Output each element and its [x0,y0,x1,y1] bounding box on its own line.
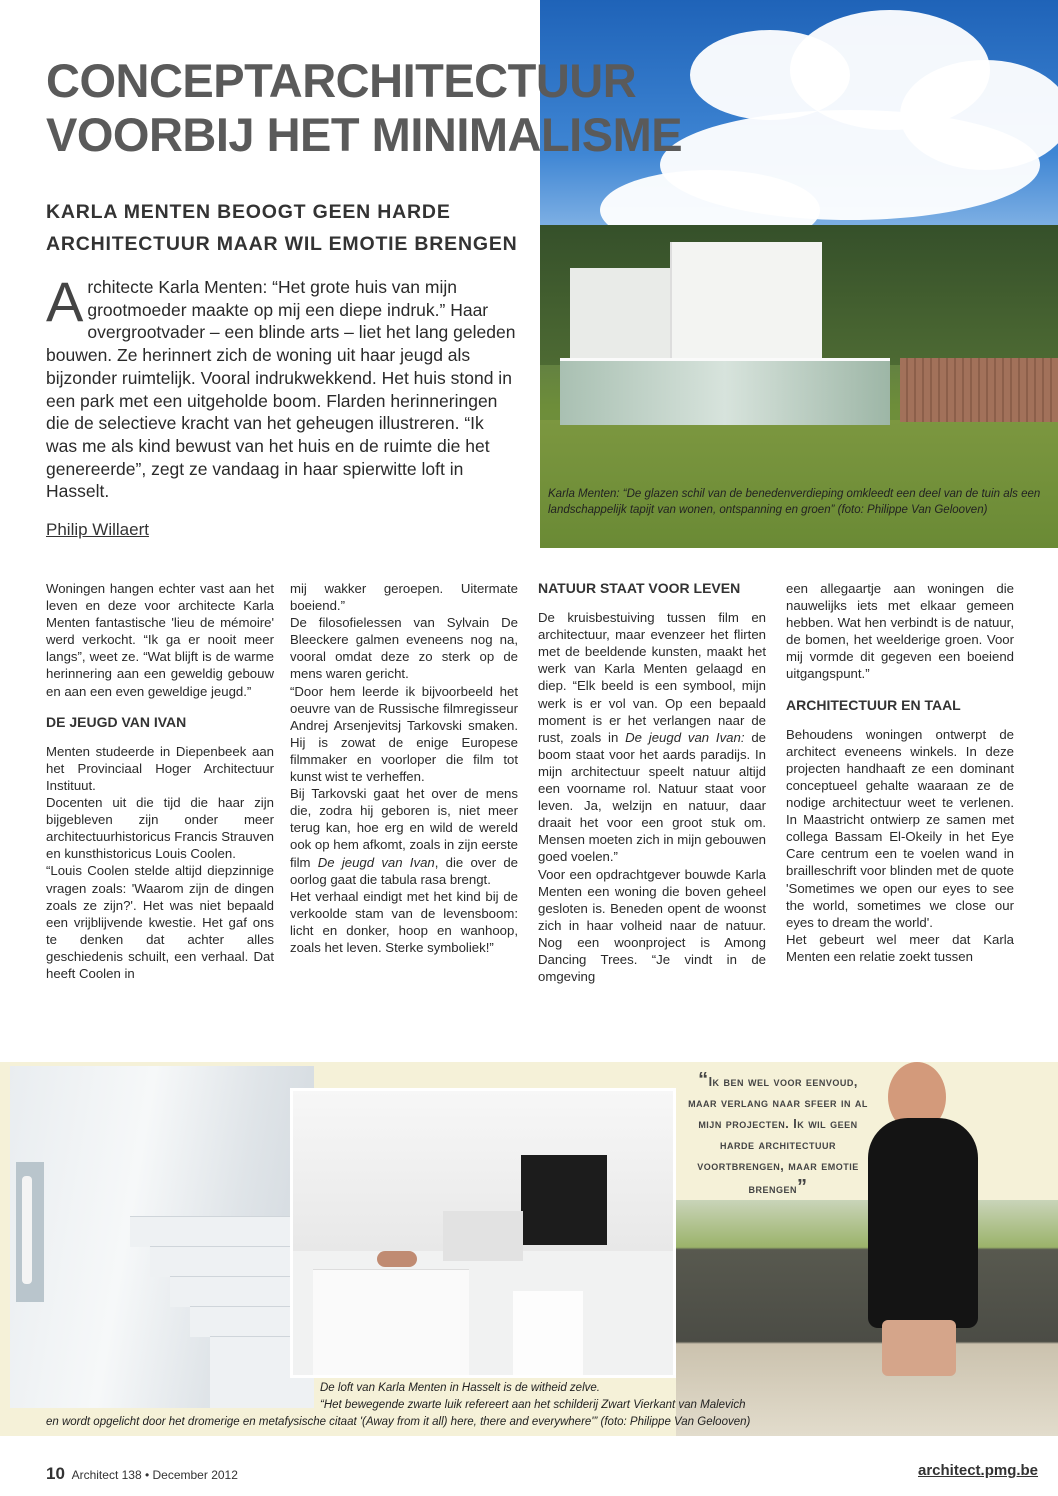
paragraph: “Louis Coolen stelde altijd diepzinnige vragen zoals: 'Waarom zijn de dingen zoals ze zijn?'. Het was niet bepaald een vrijblijvende kwestie. Het gaf ons te denken dat achter alles geschiedenis schuilt, een verhaal. Dat heeft Coolen in [46,863,274,981]
paragraph: een allegaartje aan woningen die nauwelijks iets met elkaar gemeen hebben. Wat hen verbindt is de natuur, de bomen, het weelderige groen. Voor mij vormde dit gegeven een boeiend uitgangspunt.” [786,581,1014,682]
pull-quote-text: Ik ben wel voor eenvoud, maar verlang naar sfeer in al mijn projecten. Ik wil geen harde architectuur voortbrengen, maar emotie brengen [688,1075,868,1196]
issue-label: Architect 138 • December 2012 [71,1468,238,1482]
lead-paragraph [46,270,516,503]
page-number: 10 [46,1464,65,1483]
pull-quote-open-mark: “ [698,1069,709,1091]
subtitle-line-2: ARCHITECTUUR MAAR WIL EMOTIE BRENGEN [46,233,518,255]
white-block [313,1269,469,1378]
loft-interior-photo [290,1088,676,1378]
paragraph: Voor een opdrachtgever bouwde Karla Menten een woning die boven geheel gesloten is. Beneden opent de woonst zich in haar volheid naar de natuur. Nog een woonproject is Among Dancing Trees. “Je vindt in de omgeving [538,866,766,985]
section-heading-ivan: DE JEUGD VAN IVAN [46,713,187,730]
paragraph: “Door hem leerde ik bijvoorbeeld het oeuvre van de Russische filmregisseur Andrej Arsenjevitsj Tarkovski smaken. Hij is zowat de enige Europese filmmaker en voorloper die film tot kunst wist te verheffen. [290,683,518,785]
subtitle-line-1: KARLA MENTEN BEOOGT GEEN HARDE [46,201,451,223]
paragraph: Het verhaal eindigt met het kind bij de verkoolde stam van de levensboom: licht en donker, hoop en wanhoop, zoals het leven. Sterke symboliek!” [290,888,518,955]
paragraph: Docenten uit die tijd die haar zijn bijgebleven zijn onder meer architectuurhistoricus Francis Strauven en kunsthistoricus Louis Coolen. [46,795,274,862]
paragraph: Behoudens woningen ontwerpt de architect eveneens winkels. In deze projecten handhaaft ze een dominant conceptueel gehalte waaraan ze de nodige architectuur weet te verlenen. In Maastricht ontwierp ze samen met collega Bassam El-Okeily in het Eye Care centrum een te voelen wand in brailleschrift voor blinden met de quote 'Sometimes we open our eyes to see the world, sometimes we close our eyes to dream the world'. [786,726,1014,930]
loft-staircase-photo [10,1066,314,1408]
paragraph [290,785,518,888]
bottom-photo-caption [40,1380,940,1431]
caption-line-2: “Het bewegende zwarte luik refereert aan het schilderij Zwart Vierkant van Malevich [320,1399,746,1411]
woman-legs [882,1320,956,1376]
website-link[interactable]: architect.pmg.be [918,1462,1039,1479]
caption-line-3: en wordt opgelicht door het dromerige en metafysische citaat '(Away from it all) here, there and everywhere'” (foto: Philippe Van Gelooven) [46,1416,751,1428]
title-line-1: CONCEPTARCHITECTUUR [46,54,637,107]
paragraph: De filosofielessen van Sylvain De Bleeckere galmen eveneens nog na, vooral omdat deze zo sterk op de mens waren gericht. [290,615,518,682]
body-column-3 [538,580,766,985]
paragraph-text: de boom staat voor het aards paradijs. In mijn architectuur speelt natuur altijd een voorname rol. Natuur staat voor leven. Ja, welzijn en natuur, daar draait het voor een groot stuk om. Mensen moeten zich in mijn gebouwen goed voelen.” [538,729,766,865]
paragraph: Het gebeurt wel meer dat Karla Menten een relatie zoekt tussen [786,931,1014,964]
house-volume-left [570,268,680,360]
woman-black-dress [868,1118,978,1328]
house-glass-ground-floor [560,358,890,425]
article-subtitle [46,196,526,260]
house-volume-upper [670,242,822,360]
body-column-2 [290,580,518,956]
drop-cap: A [46,270,84,333]
caption-line-1: De loft van Karla Menten in Hasselt is de witheid zelve. [320,1382,600,1394]
wooden-terrace [900,358,1058,422]
paragraph: mij wakker geroepen. Uitermate boeiend.” [290,581,518,614]
section-heading-natuur: NATUUR STAAT VOOR LEVEN [538,580,741,596]
pull-quote-close-mark: ” [797,1176,808,1198]
lawn [540,420,1058,548]
paragraph-text: De kruisbestuiving tussen film en architectuur, maar evenzeer het flirten met de beeldende kunsten, maakt het werk van Karla Menten gelaagd en diep. “Elk beeld is een symbool, mijn werk is er vol van. Op een bepaald moment is er het verlangen naar de rust, zoals in [538,610,766,745]
paragraph: Woningen hangen echter vast aan het leven en deze voor architecte Karla Menten fantastische 'lieu de mémoire' werd verkocht. “Ik ga er nooit meer langs”, weet ze. “Wat blijft is de warme herinnering aan een geweldig gebouw en aan een even geweldige jeugd.” [46,581,274,699]
paragraph-text: Bij Tarkovski gaat het over de mens die, zodra hij geboren is, niet meer terug kan, hoe erg en wild de wereld ook op hem afkomt, zoals in zijn eerste film [290,786,518,870]
pull-quote [688,1070,868,1200]
section-heading-taal: ARCHITECTUUR EN TAAL [786,696,961,713]
paragraph: Menten studeerde in Diepenbeek aan het Provinciaal Hoger Architectuur Instituut. [46,743,274,793]
title-line-2: VOORBIJ HET MINIMALISME [46,108,683,161]
body-column-1 [46,580,274,982]
lead-text: rchitecte Karla Menten: “Het grote huis van mijn grootmoeder maakte op mij een diepe indruk.” Haar overgrootvader – een blinde arts – liet het lang geleden bouwen. Ze herinnert zich de woning uit haar jeugd als bijzonder ruimtelijk. Vooral indrukwekkend. Het huis stond in een park met een uitgeholde boom. Flarden herinneringen die de selectieve kracht van het geheugen illustreren. “Ik was me als kind bewust van het huis en de ruimte die het genereerde”, zegt ze vandaag in haar spierwitte loft in Hasselt. [46,277,516,502]
film-title: De jeugd van Ivan [317,854,435,870]
paragraph-text: , die over de oorlog gaat die tabula rasa brengt. [290,854,519,887]
footer-issue [46,1464,238,1484]
hero-photo-caption: Karla Menten: “De glazen schil van de benedenverdieping omkleedt een deel van de tuin als een landschappelijk tapijt van wonen, ontspanning en groen” (foto: Philippe Van Gelooven) [548,488,1041,516]
body-column-4 [786,580,1014,965]
author-byline[interactable]: Philip Willaert [46,520,149,539]
film-title: De jeugd van Ivan: [625,729,745,745]
article-title [46,54,746,162]
paragraph [538,609,766,865]
black-hatch [521,1155,607,1245]
